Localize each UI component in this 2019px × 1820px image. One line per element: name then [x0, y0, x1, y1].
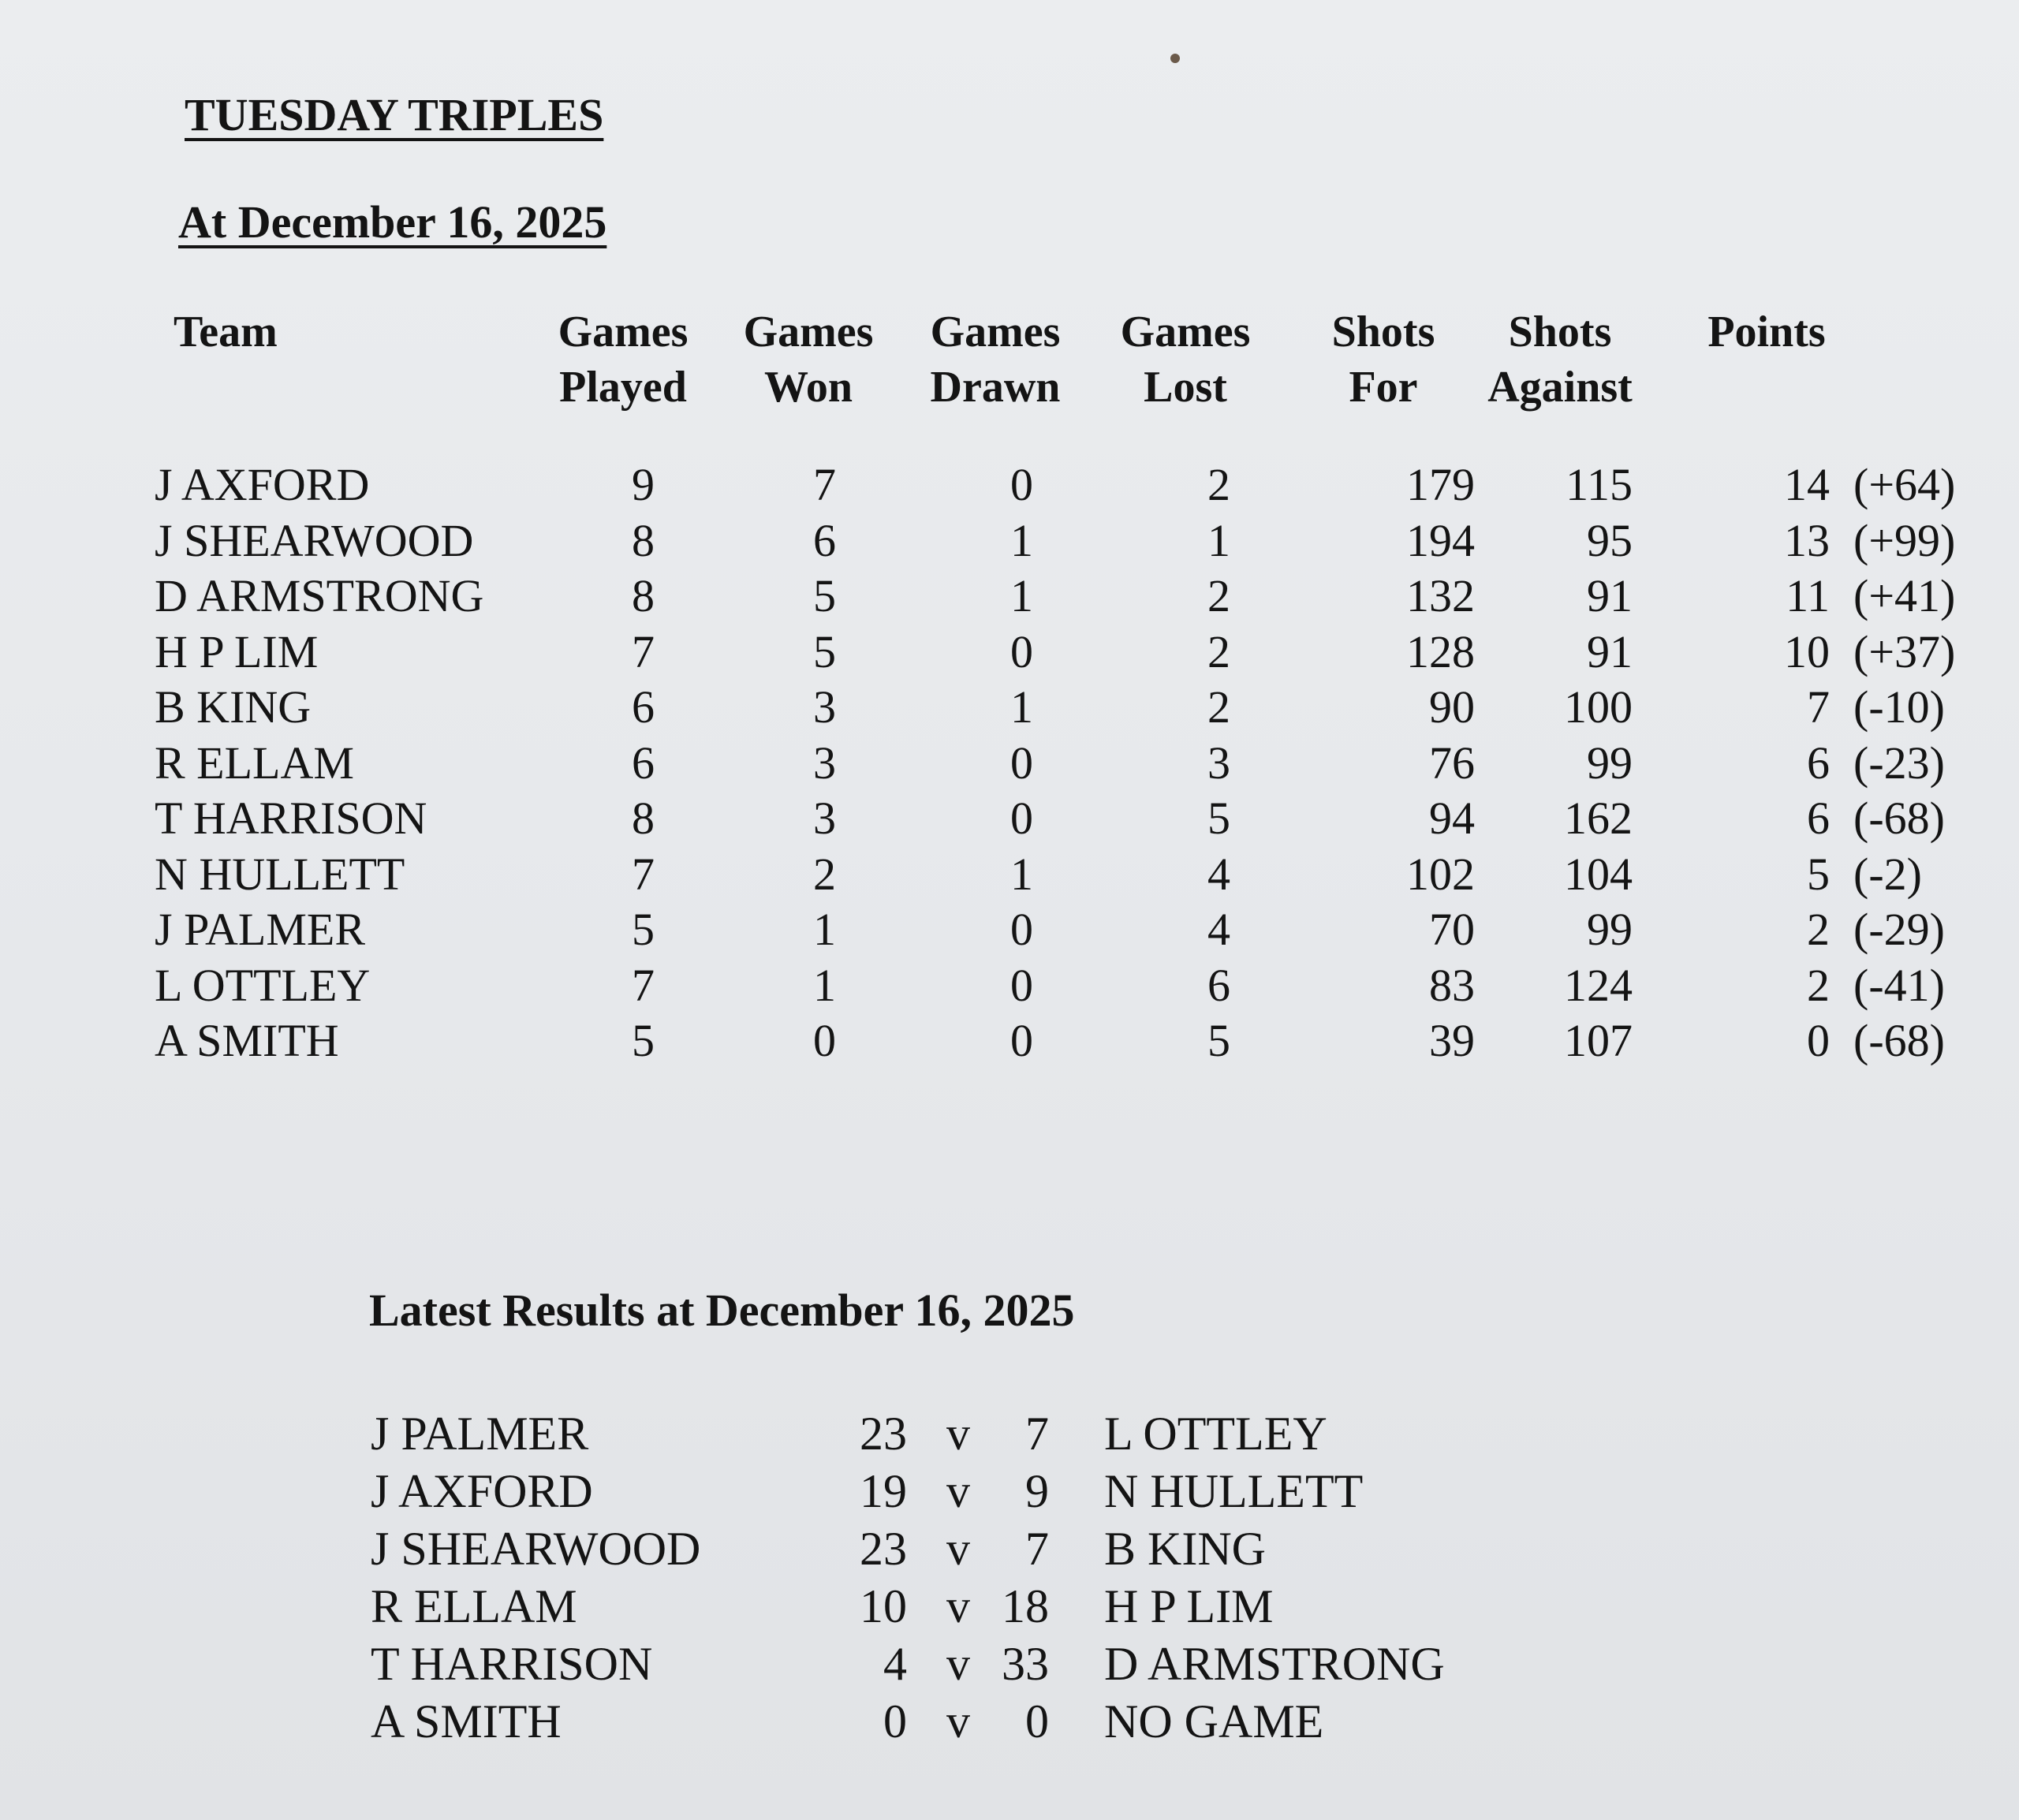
games-played: 6: [632, 737, 655, 789]
team-name: J PALMER: [155, 904, 366, 955]
home-team: T HARRISON: [371, 1638, 653, 1690]
shots-against: 107: [1564, 1015, 1633, 1066]
away-score: 0: [1025, 1695, 1049, 1747]
shots-against: 104: [1564, 848, 1633, 900]
games-lost: 5: [1207, 793, 1230, 844]
shot-difference: (-2): [1853, 848, 1922, 900]
games-lost: 2: [1207, 570, 1230, 621]
games-played: 8: [632, 793, 655, 844]
table-row: [0, 625, 2019, 680]
home-score: 19: [860, 1465, 907, 1517]
header-games-played: [544, 304, 702, 415]
header-label-line1: Games: [1120, 308, 1251, 356]
points: 2: [1807, 959, 1830, 1011]
games-won: 5: [813, 625, 836, 677]
shot-difference: (-41): [1853, 959, 1945, 1011]
team-name: D ARMSTRONG: [155, 570, 484, 621]
team-name: J AXFORD: [155, 459, 370, 510]
away-score: 18: [1002, 1580, 1049, 1632]
shot-difference: (+64): [1853, 459, 1956, 510]
header-shots-against: [1473, 304, 1647, 415]
points: 6: [1807, 793, 1830, 844]
header-team: [174, 304, 278, 360]
shot-difference: (+99): [1853, 514, 1956, 566]
header-label-line1: Shots: [1331, 308, 1435, 356]
versus: v: [946, 1695, 970, 1747]
table-row: [0, 958, 2019, 1013]
home-score: 10: [860, 1580, 907, 1632]
shot-difference: (-29): [1853, 904, 1945, 955]
shots-for: 102: [1406, 848, 1475, 900]
table-row: [0, 791, 2019, 846]
games-lost: 6: [1207, 959, 1230, 1011]
header-label-line2: Drawn: [930, 363, 1061, 412]
games-played: 5: [632, 1015, 655, 1066]
table-row: [0, 680, 2019, 735]
table-row: [0, 569, 2019, 624]
header-games-won: [730, 304, 887, 415]
team-name: A SMITH: [155, 1015, 339, 1066]
games-played: 5: [632, 904, 655, 955]
points: 11: [1786, 570, 1830, 621]
versus: v: [946, 1408, 970, 1460]
team-name: B KING: [155, 681, 312, 733]
shots-for: 39: [1429, 1015, 1475, 1066]
points: 6: [1807, 737, 1830, 789]
header-label-line1: Games: [743, 308, 874, 356]
shots-for: 94: [1429, 793, 1475, 844]
paper-speck: [1170, 54, 1180, 63]
games-drawn: 0: [1010, 459, 1033, 510]
home-team: J SHEARWOOD: [371, 1523, 701, 1575]
header-games-drawn: [916, 304, 1074, 415]
games-won: 2: [813, 848, 836, 900]
team-name: L OTTLEY: [155, 959, 371, 1011]
header-label-line2: Lost: [1144, 363, 1227, 412]
shot-difference: (-68): [1853, 793, 1945, 844]
games-won: 6: [813, 514, 836, 566]
result-row: [0, 1578, 2019, 1635]
results-title: Latest Results at December 16, 2025: [369, 1285, 1075, 1336]
games-drawn: 0: [1010, 959, 1033, 1011]
result-row: [0, 1405, 2019, 1462]
home-team: A SMITH: [371, 1695, 562, 1747]
shots-against: 99: [1587, 737, 1633, 789]
away-team: H P LIM: [1104, 1580, 1274, 1632]
shot-difference: (-68): [1853, 1015, 1945, 1066]
shots-against: 91: [1587, 625, 1633, 677]
table-row: [0, 902, 2019, 957]
games-lost: 4: [1207, 904, 1230, 955]
header-label-line1: Shots: [1508, 308, 1612, 356]
home-score: 23: [860, 1408, 907, 1460]
games-won: 3: [813, 737, 836, 789]
home-score: 23: [860, 1523, 907, 1575]
away-team: L OTTLEY: [1104, 1408, 1327, 1460]
home-team: R ELLAM: [371, 1580, 577, 1632]
away-team: D ARMSTRONG: [1104, 1638, 1445, 1690]
team-name: J SHEARWOOD: [155, 514, 474, 566]
versus: v: [946, 1638, 970, 1690]
shots-against: 100: [1564, 681, 1633, 733]
games-played: 8: [632, 514, 655, 566]
games-won: 1: [813, 904, 836, 955]
shots-for: 76: [1429, 737, 1475, 789]
shot-difference: (+41): [1853, 570, 1956, 621]
home-team: J PALMER: [371, 1408, 589, 1460]
games-lost: 2: [1207, 459, 1230, 510]
table-row: [0, 847, 2019, 902]
games-won: 0: [813, 1015, 836, 1066]
games-drawn: 0: [1010, 793, 1033, 844]
away-score: 9: [1025, 1465, 1049, 1517]
games-played: 7: [632, 625, 655, 677]
games-drawn: 0: [1010, 737, 1033, 789]
games-drawn: 1: [1010, 681, 1033, 733]
header-games-lost: [1107, 304, 1264, 415]
games-won: 3: [813, 793, 836, 844]
games-won: 1: [813, 959, 836, 1011]
shots-for: 194: [1406, 514, 1475, 566]
games-won: 3: [813, 681, 836, 733]
games-drawn: 1: [1010, 848, 1033, 900]
games-lost: 3: [1207, 737, 1230, 789]
result-row: [0, 1463, 2019, 1520]
table-row: [0, 1013, 2019, 1069]
header-label-line1: Games: [930, 308, 1061, 356]
games-played: 7: [632, 959, 655, 1011]
shots-for: 179: [1406, 459, 1475, 510]
shot-difference: (-10): [1853, 681, 1945, 733]
games-drawn: 0: [1010, 625, 1033, 677]
versus: v: [946, 1523, 970, 1575]
away-team: NO GAME: [1104, 1695, 1324, 1747]
shot-difference: (+37): [1853, 625, 1956, 677]
games-played: 6: [632, 681, 655, 733]
points: 14: [1784, 459, 1830, 510]
shots-against: 99: [1587, 904, 1633, 955]
games-won: 5: [813, 570, 836, 621]
games-drawn: 0: [1010, 904, 1033, 955]
points: 10: [1784, 625, 1830, 677]
shots-against: 95: [1587, 514, 1633, 566]
games-played: 8: [632, 570, 655, 621]
points: 2: [1807, 904, 1830, 955]
header-label-line2: Played: [559, 363, 687, 412]
shots-against: 124: [1564, 959, 1633, 1011]
shots-for: 132: [1406, 570, 1475, 621]
home-score: 4: [883, 1638, 907, 1690]
table-row: [0, 736, 2019, 791]
header-label-line1: Games: [558, 308, 689, 356]
away-team: N HULLETT: [1104, 1465, 1364, 1517]
games-drawn: 1: [1010, 514, 1033, 566]
games-lost: 1: [1207, 514, 1230, 566]
away-score: 7: [1025, 1523, 1049, 1575]
shots-against: 115: [1566, 459, 1633, 510]
points: 0: [1807, 1015, 1830, 1066]
team-name: T HARRISON: [155, 793, 427, 844]
team-name: H P LIM: [155, 625, 319, 677]
header-label-line2: Against: [1487, 363, 1633, 412]
team-name: R ELLAM: [155, 737, 354, 789]
versus: v: [946, 1580, 970, 1632]
points: 13: [1784, 514, 1830, 566]
games-won: 7: [813, 459, 836, 510]
home-team: J AXFORD: [371, 1465, 593, 1517]
standings-date: At December 16, 2025: [178, 196, 607, 248]
header-label-line2: Won: [763, 363, 853, 412]
table-row: [0, 457, 2019, 513]
games-lost: 2: [1207, 681, 1230, 733]
games-lost: 4: [1207, 848, 1230, 900]
header-points-label: Points: [1707, 308, 1826, 356]
team-name: N HULLETT: [155, 848, 405, 900]
games-lost: 2: [1207, 625, 1230, 677]
header-points: [1688, 304, 1845, 360]
shots-for: 83: [1429, 959, 1475, 1011]
games-drawn: 0: [1010, 1015, 1033, 1066]
result-row: [0, 1693, 2019, 1750]
header-team-label: Team: [174, 308, 278, 356]
header-shots-for: [1312, 304, 1454, 415]
versus: v: [946, 1465, 970, 1517]
shot-difference: (-23): [1853, 737, 1945, 789]
games-played: 9: [632, 459, 655, 510]
home-score: 0: [883, 1695, 907, 1747]
table-row: [0, 513, 2019, 569]
result-row: [0, 1520, 2019, 1577]
result-row: [0, 1635, 2019, 1692]
shots-for: 70: [1429, 904, 1475, 955]
away-score: 33: [1002, 1638, 1049, 1690]
games-drawn: 1: [1010, 570, 1033, 621]
shots-against: 162: [1564, 793, 1633, 844]
games-played: 7: [632, 848, 655, 900]
header-label-line2: For: [1349, 363, 1418, 412]
shots-against: 91: [1587, 570, 1633, 621]
shots-for: 128: [1406, 625, 1475, 677]
page-title: TUESDAY TRIPLES: [185, 89, 604, 140]
points: 7: [1807, 681, 1830, 733]
points: 5: [1807, 848, 1830, 900]
shots-for: 90: [1429, 681, 1475, 733]
away-score: 7: [1025, 1408, 1049, 1460]
games-lost: 5: [1207, 1015, 1230, 1066]
away-team: B KING: [1104, 1523, 1266, 1575]
